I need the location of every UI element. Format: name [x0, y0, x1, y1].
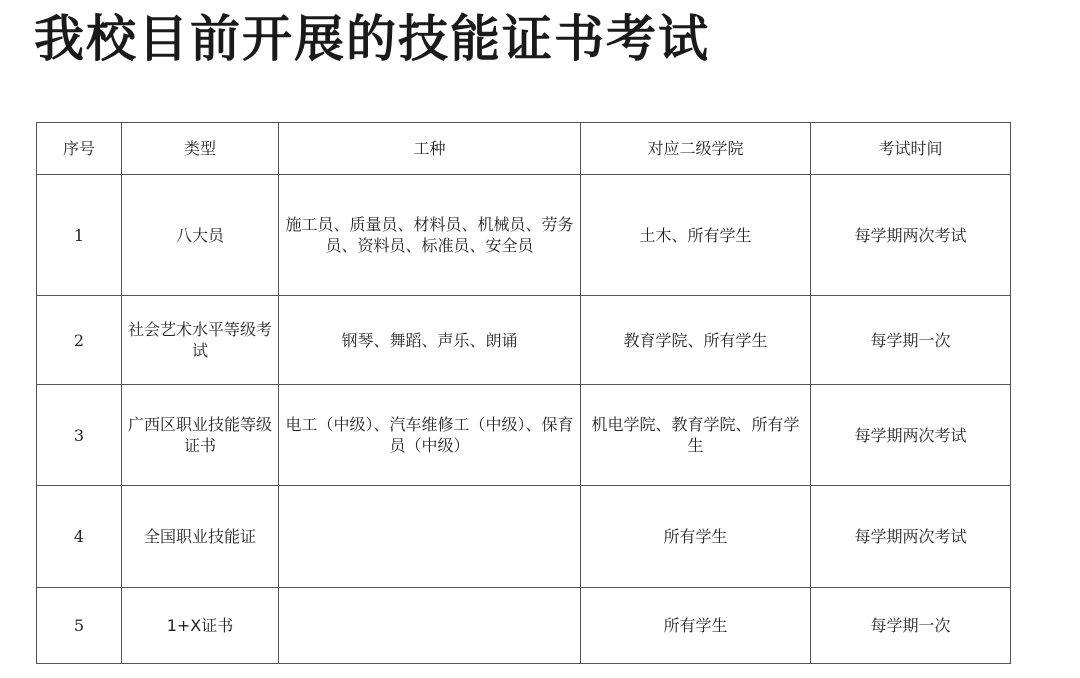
header-type: 类型 — [122, 123, 279, 175]
cell-serial-number: 1 — [37, 175, 122, 296]
cell-type: 社会艺术水平等级考试 — [122, 296, 279, 385]
cell-college: 土木、所有学生 — [581, 175, 811, 296]
cell-college: 机电学院、教育学院、所有学生 — [581, 385, 811, 486]
cell-serial-number: 2 — [37, 296, 122, 385]
certificate-exam-table — [36, 122, 1011, 664]
cell-serial-number: 4 — [37, 486, 122, 588]
table-header-row — [37, 123, 1011, 175]
cell-exam-time: 每学期一次 — [811, 296, 1011, 385]
table-row — [37, 486, 1011, 588]
page-title: 我校目前开展的技能证书考试 — [34, 10, 710, 68]
cell-type — [122, 588, 279, 664]
cell-job-category — [279, 588, 581, 664]
header-exam-time: 考试时间 — [811, 123, 1011, 175]
header-job-category: 工种 — [279, 123, 581, 175]
cell-job-category: 施工员、质量员、材料员、机械员、劳务员、资料员、标准员、安全员 — [279, 175, 581, 296]
cell-college: 教育学院、所有学生 — [581, 296, 811, 385]
cell-exam-time: 每学期两次考试 — [811, 175, 1011, 296]
cell-serial-number: 5 — [37, 588, 122, 664]
table-row — [37, 385, 1011, 486]
table-row — [37, 296, 1011, 385]
header-serial-number: 序号 — [37, 123, 122, 175]
cell-type-prefix: 1+X — [166, 616, 202, 635]
cell-job-category: 电工（中级）、汽车维修工（中级）、保育员（中级） — [279, 385, 581, 486]
cell-job-category: 钢琴、舞蹈、声乐、朗诵 — [279, 296, 581, 385]
table-row — [37, 175, 1011, 296]
cell-job-category — [279, 486, 581, 588]
cell-exam-time: 每学期两次考试 — [811, 486, 1011, 588]
cell-type: 广西区职业技能等级证书 — [122, 385, 279, 486]
cell-type-suffix: 证书 — [201, 616, 234, 635]
cell-exam-time: 每学期一次 — [811, 588, 1011, 664]
header-college: 对应二级学院 — [581, 123, 811, 175]
cell-serial-number: 3 — [37, 385, 122, 486]
table-row — [37, 588, 1011, 664]
cell-type: 八大员 — [122, 175, 279, 296]
cell-type: 全国职业技能证 — [122, 486, 279, 588]
cell-exam-time: 每学期两次考试 — [811, 385, 1011, 486]
cell-college: 所有学生 — [581, 588, 811, 664]
cell-college: 所有学生 — [581, 486, 811, 588]
